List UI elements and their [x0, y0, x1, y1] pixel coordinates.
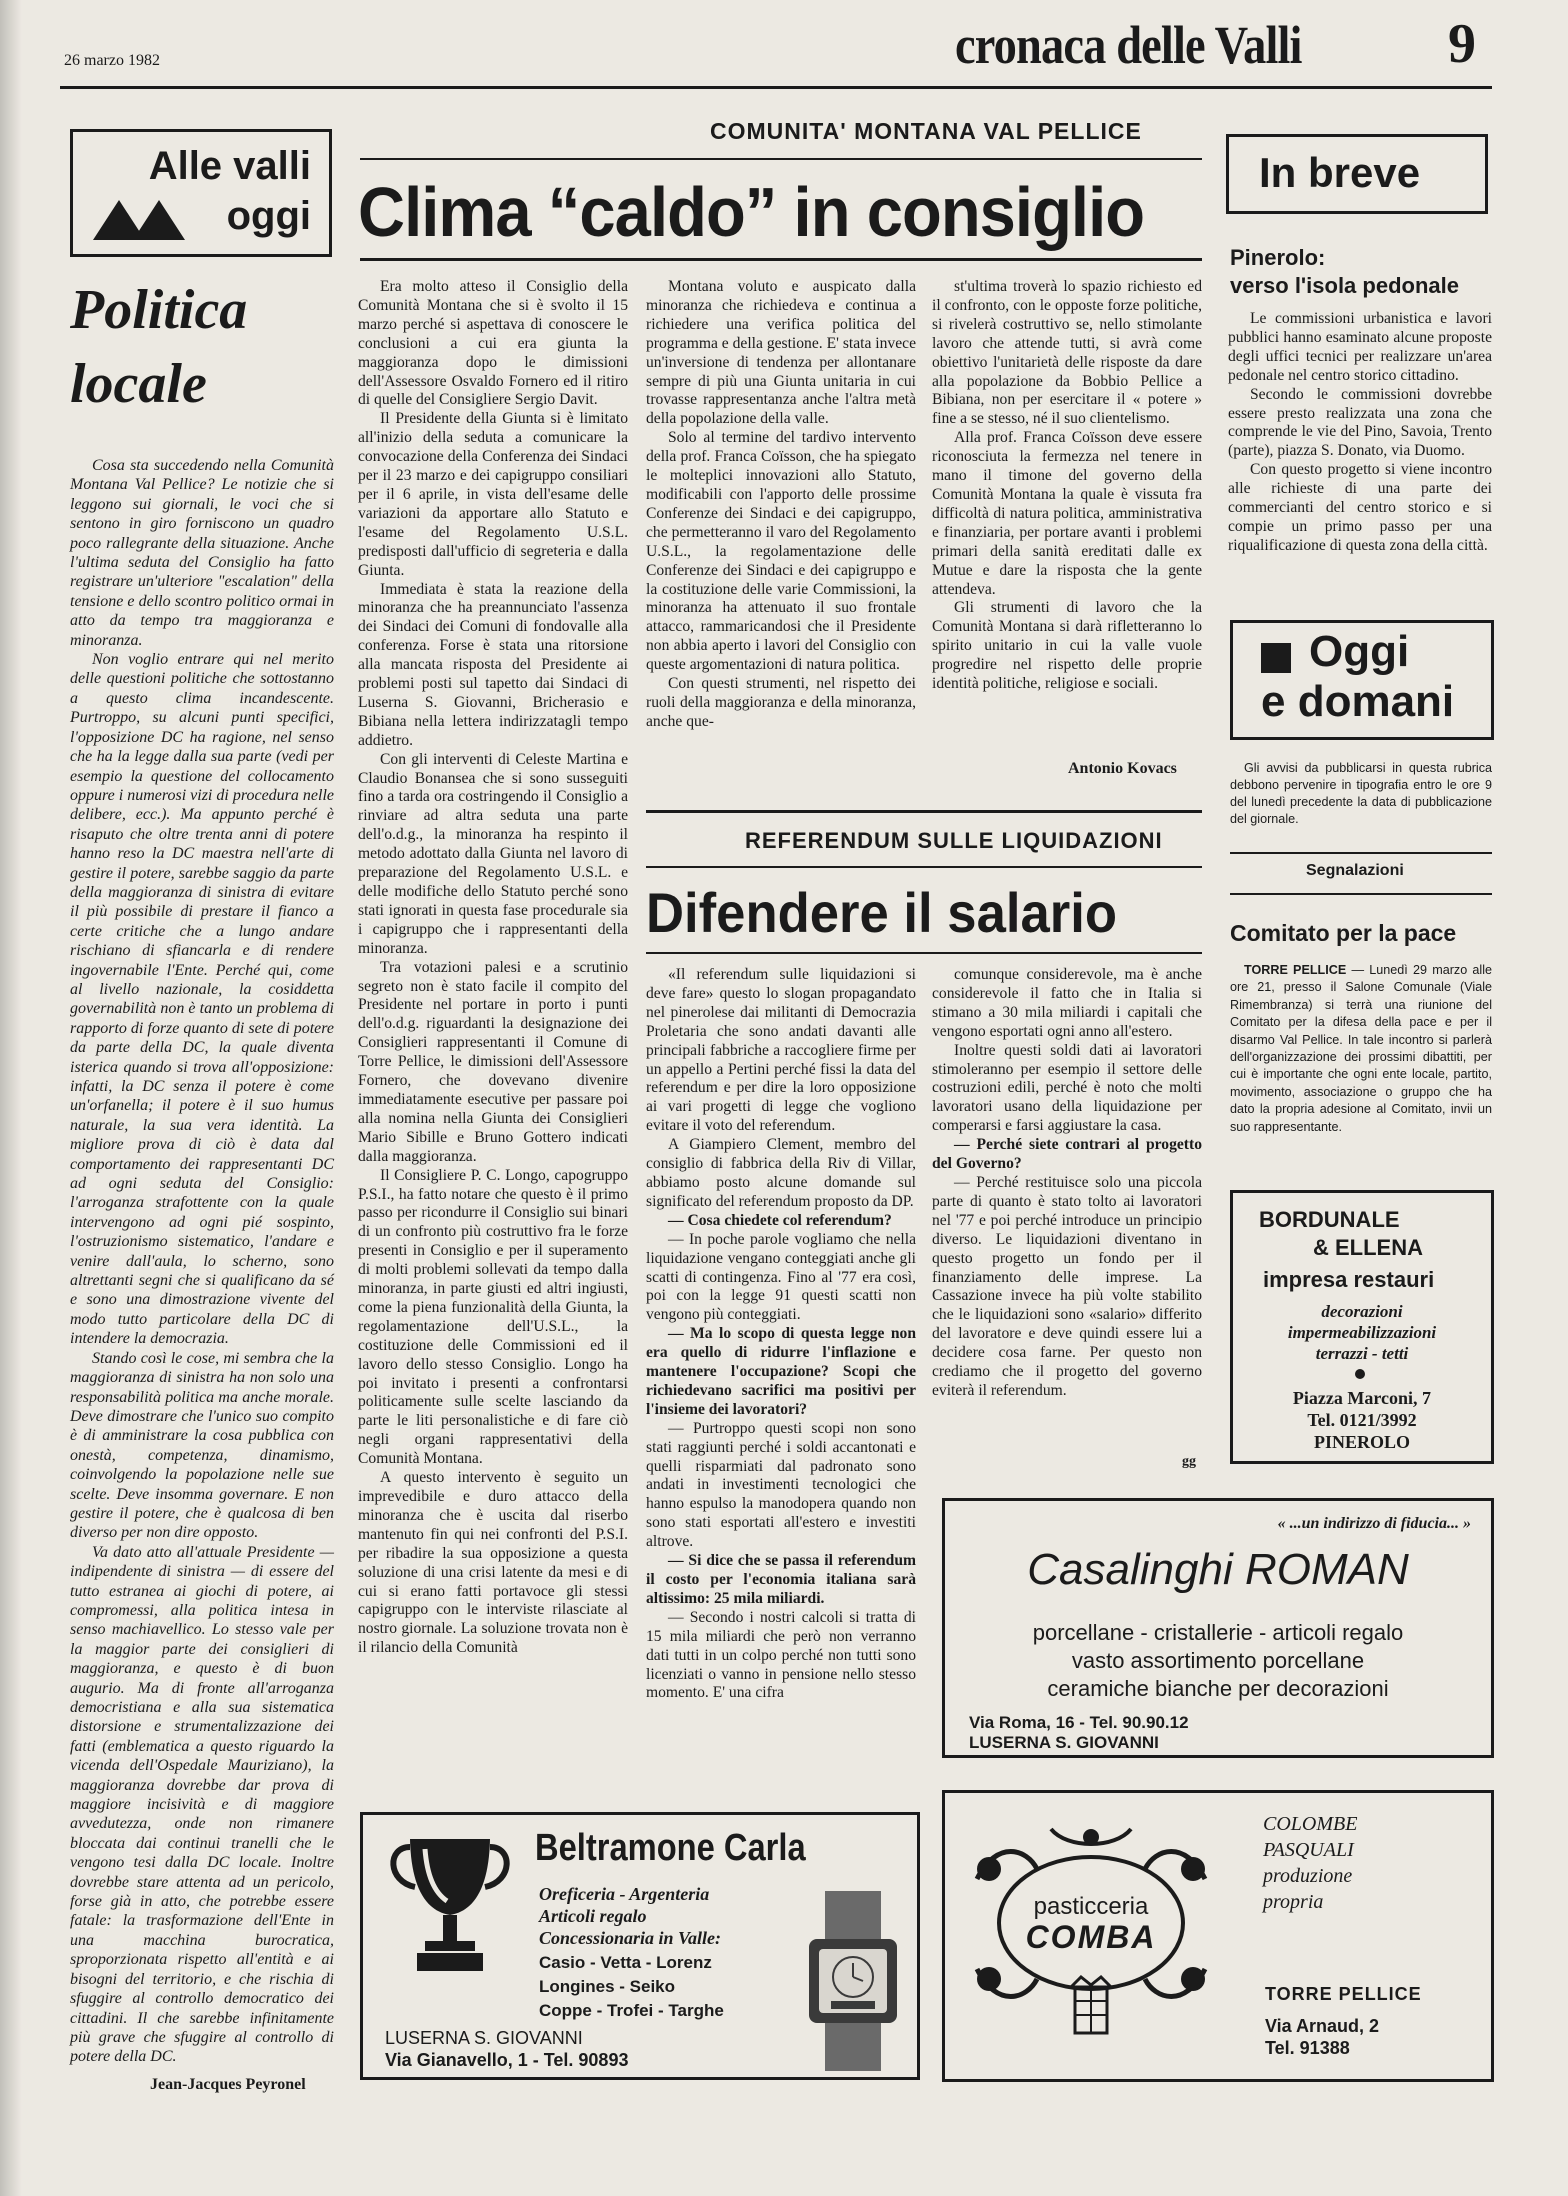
- beltramone-line1: Oreficeria - Argenteria: [539, 1884, 710, 1904]
- main-column-1: [358, 278, 628, 1790]
- segnalazioni-top-rule: [1230, 852, 1492, 854]
- referendum-col1-paragraph: — Cosa chiedete col referendum?: [668, 1211, 892, 1229]
- main-col1-paragraph: Era molto atteso il Consiglio della Comunità Montana che si è svolto il 15 marzo perché si aspettava di conoscere le conclusioni a cui era giunta la maggioranza dopo le dimissioni dell'Assessore Osvaldo Fornero ed il ritiro di quelle del Consigliere Sergio Davit.: [358, 278, 628, 409]
- politica-headline: [70, 280, 247, 414]
- main-col1-paragraph: Tra votazioni palesi e a scrutinio segreto non è stato facile il compito del Presidente nel portare in porto i punti dell'o.d.g. riguardanti la designazione dei Consiglieri rappresentanti il Comune di Torre Pellice, le dimissioni dell'Assessore Fornero, che dovevano divenire immediatamente esecutive per passare poi alla nomina nella Giunta dei Consiglieri Mario Sibille e Bruno Gottero indicati dalla maggioranza.: [358, 958, 628, 1165]
- referendum-col1-paragraph: — Purtroppo questi scopi non sono stati raggiunti perché i soldi accantonati e quelli risparmiati dal padronato sono andati in investimenti tecnologici che hanno espulso la manodopera quando non sono stati esportati all'estero e investiti altrove.: [646, 1419, 916, 1551]
- brief-headline-line1: Pinerolo:: [1230, 245, 1326, 270]
- beltramone-line3: Concessionaria in Valle:: [539, 1928, 722, 1948]
- trophy-cup-icon: [385, 1831, 515, 1981]
- referendum-kicker-rule: [646, 866, 1202, 868]
- referendum-column-1: [646, 966, 916, 1790]
- bordunale-service-3: terrazzi - tetti: [1315, 1344, 1409, 1363]
- ad-casalinghi-roman: [942, 1498, 1494, 1758]
- bordunale-phone: Tel. 0121/3992: [1307, 1410, 1417, 1430]
- wristwatch-icon: [807, 1891, 899, 2071]
- roman-name: Casalinghi ROMAN: [1027, 1545, 1409, 1594]
- brief-paragraph: Le commissioni urbanistica e lavori pubblici hanno esaminato alcune proposte degli uffici tecnici per realizzare un'area pedonale nel centro storico cittadino.: [1228, 310, 1492, 384]
- roman-line1: porcellane - cristallerie - articoli regalo: [1032, 1620, 1404, 1645]
- brief-paragraph: Secondo le commissioni dovrebbe essere presto realizzata una zona che comprende le vie del Pino, Savoia, Trento (parte), piazza S. Donato, via Duomo.: [1228, 385, 1492, 460]
- main-col1-paragraph: Con gli interventi di Celeste Martina e Claudio Bonansea che si sono susseguiti fino a tarda ora costringendo il Consiglio a rinviare ad altra seduta una parte dell'o.d.g., la minoranza ha respinto il metodo adottato dalla Giunta nel lavoro di preparazione del Regolamento U.S.L. e delle modifiche dello Statuto perché sono stati ignorati in questa fase procedurale sia i capigruppo che i rappresentanti della minoranza.: [358, 750, 628, 957]
- roman-contacts: [969, 1713, 1189, 1753]
- in-breve-box: [1226, 134, 1488, 214]
- beltramone-contacts: [385, 2027, 628, 2071]
- comba-contacts: [1265, 1983, 1422, 2059]
- beltramone-brands-1: Casio - Vetta - Lorenz: [539, 1953, 712, 1972]
- main-col1-paragraph: Immediata è stata la reazione della minoranza che ha preannunciato l'assenza dei Sindaci dei Comuni di fondovalle alla conferenza. Forse è stata una ritorsione alla mancata risposta del Presidente ai problemi posti sul tapetto dai Sindaci di Luserna S. Giovanni, Bricherasio e Bibiana nella lettera indirizzatagli tempo addietro.: [358, 580, 628, 749]
- comba-side3: produzione: [1263, 1865, 1353, 1887]
- referendum-col1-paragraph: — Secondo i nostri calcoli si tratta di 15 mila miliardi che però non verranno dati tutti in un colpo perché non tutti sono licenziati o vanno in pensione nello stesso momento. E' una cifra: [646, 1608, 916, 1702]
- main-col3-paragraph: Gli strumenti di lavoro che la Comunità Montana si darà rifletteranno lo spirito unitario in cui la valle vuole progredire nel rispetto delle proprie identità politiche, religiose e sociali.: [932, 599, 1202, 693]
- square-bullet-icon: [1261, 643, 1291, 673]
- main-col1-paragraph: Il Presidente della Giunta si è limitato all'inizio della seduta a comunicare la convocazione della Conferenza dei Sindaci per il 23 marzo e dei capigruppo consiliari per il 6 aprile, in vista dell'esame delle variazioni da apportare allo Statuto e l'esame del Regolamento U.S.L. predisposti dall'ufficio di segreteria e dalla Giunta.: [358, 410, 628, 579]
- alle-valli-oggi-box: [70, 129, 332, 257]
- oggi-line2: e domani: [1261, 677, 1455, 726]
- roman-slogan: « ...un indirizzo di fiducia... »: [1277, 1515, 1471, 1532]
- oggi-domani-box: [1230, 620, 1494, 740]
- beltramone-name: Beltramone Carla: [535, 1827, 806, 1869]
- referendum-col1-paragraph: «Il referendum sulle liquidazioni si deve fare» questo lo slogan propagandato nel pinerolese dai militanti di Democrazia Proletaria che sono andati davanti alle principali fabbriche a raccogliere firme per un appello a Pertini perché fissi la data del referendum e per dire la loro opposizione ai vari progetti di legge che vogliono evitare il voto del referendum.: [646, 966, 916, 1135]
- roman-line3: ceramiche bianche per decorazioni: [1047, 1676, 1389, 1701]
- referendum-headline-rule: [646, 952, 1202, 954]
- segnalazioni-bottom-rule: [1230, 893, 1492, 895]
- section-title: cronaca delle Valli: [955, 15, 1302, 75]
- politica-paragraph: Cosa sta succedendo nella Comunità Montana Val Pellice? Le notizie che si leggono sui giornali, le voci che si sentono in giro forniscono un quadro poco rallegrante della situazione. Anche l'ultima seduta del Consiglio ha fatto registrare un'ulteriore "escalation" della tensione e dello scontro politico ormai in atto da tempo tra maggioranza e minoranza.: [70, 457, 334, 649]
- main-col1-paragraph: Il Consigliere P. C. Longo, capogruppo P.S.I., ha fatto notare che questo è il primo passo per ricondurre il Consiglio sui binari di un confronto più costruttivo fra le forze presenti in Consiglio e per il superamento di molti problemi sollevati da tempo dalla minoranza, in parte giusti ed altri ingiusti, come la piena funzionalità della Giunta, la regolamentazione dell'U.S.L., la costituzione delle Commissioni ed il lavoro dello stesso Consiglio. Longo ha poi invitato i presenti a confrontarsi politicamente sulle scelte lasciando da parte le liti personalistiche e di fare ciò negli organi rappresentativi della Comunità Montana.: [358, 1166, 628, 1468]
- referendum-column-2: [932, 966, 1202, 1466]
- main-column-3: [932, 278, 1202, 746]
- comba-side4: propria: [1263, 1891, 1324, 1913]
- bordunale-tagline: impresa restauri: [1263, 1267, 1435, 1292]
- page-edge-shadow: [0, 0, 22, 2196]
- politica-paragraph: Non voglio entrare qui nel merito delle questioni politiche che sottostanno a questo clima incandescente. Purtroppo, su alcuni punti specifici, l'opposizione DC ha ragione, nel senso che ha la legge dalla sua parte (vedi per esempio la questione del collocamento oppure i numerosi vizi di procedura nelle delibere, ecc.). Ma appunto perché è risaputo che oltre trenta anni di potere hanno reso la DC maestra nell'arte di gestire il potere, sarebbe saggio da parte della maggioranza di sinistra di evitare il più possibile di prestare il fianco a certe critiche che a lungo andare rischiano di sfiancarla e di rendere ingovernabile l'Ente. Perché qui, come al livello nazionale, la cosiddetta governabilità non è tanto un problema di rapporto di forze quanto di sete di potere da parte della DC, la quale diventa isterica quando si trova all'opposizione: infatti, la DC senza il potere è come un'orfanella; il potere è il suo humus naturale, la sua vera identità. La migliore prova di ciò è data dal comportamento dei rappresentanti DC ad ogni seduta del Consiglio: l'arroganza strafottente con la quale intervengono ad ogni pié sospinto, l'ostruzionismo sistematico, l'andare e venire dall'aula, lo scherno, sono altrettanti segni che si qualificano da sé e sono una dimostrazione vivente del modo tutto particolare della DC di intendere la democrazia.: [70, 651, 334, 1348]
- beltramone-address: Via Gianavello, 1 - Tel. 90893: [385, 2050, 629, 2070]
- referendum-kicker: REFERENDUM SULLE LIQUIDAZIONI: [745, 828, 1163, 853]
- beltramone-city: LUSERNA S. GIOVANNI: [385, 2028, 583, 2048]
- comba-side-text: [1263, 1811, 1357, 1915]
- roman-line2: vasto assortimento porcellane: [1071, 1648, 1365, 1673]
- comba-word1: pasticceria: [1033, 1893, 1149, 1920]
- oggi-note: Gli avvisi da pubblicarsi in questa rubrica debbono pervenire in tipografia entro le ore 9 del lunedì precedente la data di pubblicazione del giornale.: [1230, 761, 1492, 826]
- main-col3-paragraph: Alla prof. Franca Coïsson deve essere riconosciuta la fermezza nel tenere in mano il timone del governo della Comunità Montana la quale è vissuta fra difficoltà di natura politica, amministrativa e finanziaria, per portare avanti i problemi primari della sanità ereditati dalle ex Mutue e dare la risposta che la gente attendeva.: [932, 429, 1202, 598]
- page-number: 9: [1448, 13, 1476, 75]
- brief-headline-line2: verso l'isola pedonale: [1230, 273, 1459, 298]
- politica-author: Jean-Jacques Peyronel: [150, 2076, 306, 2093]
- bordunale-name2: & ELLENA: [1313, 1235, 1423, 1260]
- roman-address: Via Roma, 16 - Tel. 90.90.12: [969, 1713, 1189, 1732]
- brief-body: [1228, 310, 1492, 590]
- segnalazioni-label: Segnalazioni: [1306, 862, 1404, 879]
- referendum-col2-paragraph: comunque considerevole, ma è anche considerevole il fatto che in Italia si stimano a 30 mila miliardi i capitali che vengono esportati ogni anno all'estero.: [932, 966, 1202, 1040]
- comba-word2: COMBA: [1025, 1919, 1157, 1955]
- brief-paragraph: Con questo progetto si viene incontro alle richieste di una parte dei commercianti del centro storico e si compie un primo passo per una riqualificazione di questa zona della città.: [1228, 461, 1492, 554]
- roman-city: LUSERNA S. GIOVANNI: [969, 1733, 1159, 1752]
- referendum-headline: Difendere il salario: [646, 881, 1118, 944]
- main-col1-paragraph: A questo intervento è seguito un imprevedibile e duro attacco della minoranza che è uscita dal riserbo mantenuto fin qui nei confronti del P.S.I. per ribadire la sua opposizione a questa soluzione di una crisi latente da mesi e di cui si erano fatti portavoce gli stessi capigruppo con le interviste rilasciate al nostro giornale. La soluzione trovata non è il rilancio della Comunità: [358, 1469, 628, 1657]
- referendum-top-rule: [646, 810, 1202, 813]
- beltramone-brands-3: Coppe - Trofei - Targhe: [539, 2001, 724, 2020]
- in-breve-title: In breve: [1259, 149, 1421, 196]
- main-headline: Clima “caldo” in consiglio: [358, 173, 1145, 251]
- bordunale-city: PINEROLO: [1313, 1432, 1410, 1452]
- comitato-body: — Lunedì 29 marzo alle ore 21, presso il Salone Comunale (Viale Rimembranza) si terrà una riunione del Comitato per la difesa della pace e per il disarmo Val Pellice. In tale incontro si parlerà dell'organizzazione dei prossimi dibattiti, per cui è importante che ogni ente locale, partito, movimento, associazione o gruppo che ha dato la propria adesione al Comitato, invii un suo rappresentante.: [1230, 963, 1493, 1134]
- main-col2-paragraph: Con questi strumenti, nel rispetto dei ruoli della maggioranza e della minoranza, anche que-: [646, 675, 916, 730]
- referendum-col2-paragraph: — Perché siete contrari al progetto del Governo?: [932, 1136, 1202, 1173]
- beltramone-brands: [539, 1951, 724, 2023]
- main-kicker: COMUNITA' MONTANA VAL PELLICE: [710, 118, 1142, 144]
- politica-paragraph: Stando così le cose, mi sembra che la maggioranza di sinistra ha non solo una responsabilità politica ma anche morale. Deve dimostrare che l'unico suo compito è di amministrare la cosa pubblica con onestà, competenza, dinamismo, coinvolgendo la popolazione nelle sue scelte. Deve insomma governare. E non gestire il potere, che è qualcosa di ben diverso per non dire opposto.: [70, 1349, 334, 1542]
- ad-pasticceria-comba: [942, 1790, 1494, 2082]
- main-col2-paragraph: Montana voluto e auspicato dalla minoranza che richiedeva e continua a richiedere una verifica politica del programma e della gestione. E' stata invece un'inversione di tendenza per allontanare sempre di più una Giunta unitaria in cui trovasse rappresentanza anche l'altra metà della popolazione della valle.: [646, 278, 916, 428]
- referendum-col1-paragraph: — In poche parole vogliamo che nella liquidazione vengano conteggiati anche gli scatti di contingenza. Fino al '77 era così, poi con la legge 91 questi scatti non vengono più conteggiati.: [646, 1230, 916, 1324]
- politica-headline-line2: locale: [70, 353, 207, 415]
- bullet-dot-icon: [1355, 1369, 1365, 1379]
- comba-phone: Tel. 91388: [1265, 2038, 1350, 2058]
- box-title-line1: Alle valli: [148, 144, 311, 188]
- kicker-rule: [360, 158, 1202, 160]
- referendum-col1-paragraph: A Giampiero Clement, membro del consiglio di fabbrica della Riv di Villar, abbiamo posto alcune domande sul significato del referendum proposto da DP.: [646, 1136, 916, 1210]
- politica-body: [70, 456, 334, 2066]
- bordunale-service-1: decorazioni: [1321, 1302, 1403, 1321]
- bordunale-services: [1233, 1301, 1491, 1364]
- comba-city: TORRE PELLICE: [1265, 1984, 1422, 2004]
- main-column-2: [646, 278, 916, 774]
- beltramone-lines: [539, 1883, 721, 1949]
- bordunale-contacts: [1233, 1387, 1491, 1453]
- referendum-col2-paragraph: — Perché restituisce solo una piccola parte di quanto è stato tolto ai lavoratori nel '77 e poi perché introduce un principio diverso. Le liquidazioni diventano in questo progetto un fondo per il finanziamento delle imprese. La Cassazione invece ha più volte stabilito che le liquidazioni sono «salario» differito del lavoratore e deve quindi essere lui a decidere cosa farne. Per questo non crediamo che il progetto del governo eviterà il referendum.: [932, 1173, 1202, 1399]
- ad-beltramone: [360, 1812, 920, 2080]
- masthead-rule: [60, 86, 1492, 89]
- comitato-title: Comitato per la pace: [1230, 920, 1457, 946]
- headline-rule: [360, 258, 1202, 261]
- issue-date: 26 marzo 1982: [64, 52, 160, 69]
- bordunale-address: Piazza Marconi, 7: [1292, 1388, 1432, 1408]
- referendum-col1-paragraph: — Si dice che se passa il referendum il costo per l'economia italiana sarà altissimo: 25 mila miliardi.: [646, 1552, 916, 1607]
- comba-side1: COLOMBE: [1263, 1813, 1358, 1835]
- comitato-text: [1230, 962, 1492, 1136]
- mountains-logo-icon: [93, 196, 189, 242]
- politica-paragraph: Va dato atto all'attuale Presidente — indipendente di sinistra — di essere del tutto estranea ai giochi di potere, ai compromessi, alla politica intesa in senso machiavellico. Lo stesso vale per la maggior parte dei consiglieri di maggioranza, e questo è di buon augurio. Ma di fronte all'arroganza democristiana e alla sua sistematica distorsione e strumentalizzazione dei fatti (emblematica a questo riguardo la vicenda dell'Ospedale Mauriziano), la maggioranza dovrebbe dar prova di maggiore incisività e di maggiore avvedutezza, onde non rimanere bloccata dai continui tranelli che le vengono tesi dalla DC locale. Inoltre dovrebbe stare attenta ad un pericolo, forse già in atto, che potrebbe essere fatale: la trasformazione dell'Ente in una macchina burocratica, sproporzionata rispetto all'entità e ai bisogni del territorio, e che rischia di sfuggire al controllo democratico dei cittadini. Il che sarebbe infinitamente più grave che sfuggire al controllo di potere della DC.: [70, 1543, 334, 2066]
- referendum-col1-paragraph: — Ma lo scopo di questa legge non era quello di ridurre l'inflazione e mantenere l'occupazione? Scopi che richiedevano sacrifici ma positivi per l'insieme dei lavoratori?: [646, 1325, 916, 1418]
- box-title-line2: oggi: [226, 194, 311, 238]
- main-col2-paragraph: Solo al termine del tardivo intervento della prof. Franca Coïsson, che ha spiegato le molteplici innovazioni allo Statuto, modificabili con l'apporto delle prossime Conferenze dei Sindaci e dei capigruppo, che permetteranno il varo del Regolamento U.S.L., la regolamentazione delle Conferenze dei Sindaci e dei capigruppo e la costituzione delle varie Commissioni, la minoranza ha attenuato il suo frontale attacco, rammaricandosi che il Presidente non abbia aperto i lavori del Consiglio con queste argomentazioni di natura politica.: [646, 429, 916, 674]
- main-col3-paragraph: st'ultima troverà lo spazio richiesto ed il confronto, con le opposte forze politiche, si rivelerà costruttivo se, nello stimolante lavoro che attende tutti, si avrà come obiettivo l'unitarietà delle risposte da dare alla popolazione da Bobbio Pellice a Bibiana, non per esercitare il « potere » fine a se stesso, né il suo clientelismo.: [932, 278, 1202, 428]
- bordunale-service-2: impermeabilizzazioni: [1287, 1323, 1437, 1342]
- referendum-author: gg: [1182, 1454, 1196, 1469]
- brief-headline: [1230, 244, 1459, 300]
- comba-side2: PASQUALI: [1263, 1839, 1354, 1861]
- ad-bordunale: [1230, 1190, 1494, 1464]
- beltramone-brands-2: Longines - Seiko: [539, 1977, 676, 1996]
- oggi-line1: Oggi: [1309, 627, 1410, 676]
- roman-lines: [945, 1619, 1491, 1703]
- politica-headline-line1: Politica: [70, 279, 248, 341]
- comba-address: Via Arnaud, 2: [1265, 2016, 1380, 2036]
- bordunale-name1: BORDUNALE: [1259, 1207, 1400, 1232]
- comitato-place: TORRE PELLICE: [1244, 963, 1347, 977]
- main-author: Antonio Kovacs: [1068, 760, 1177, 777]
- beltramone-line2: Articoli regalo: [539, 1906, 647, 1926]
- referendum-col2-paragraph: Inoltre questi soldi dati ai lavoratori stimoleranno per esempio il settore delle costruzioni edili, perché è noto che molti lavoratori usano della liquidazione per comperarsi e farsi aggiustare la casa.: [932, 1041, 1202, 1135]
